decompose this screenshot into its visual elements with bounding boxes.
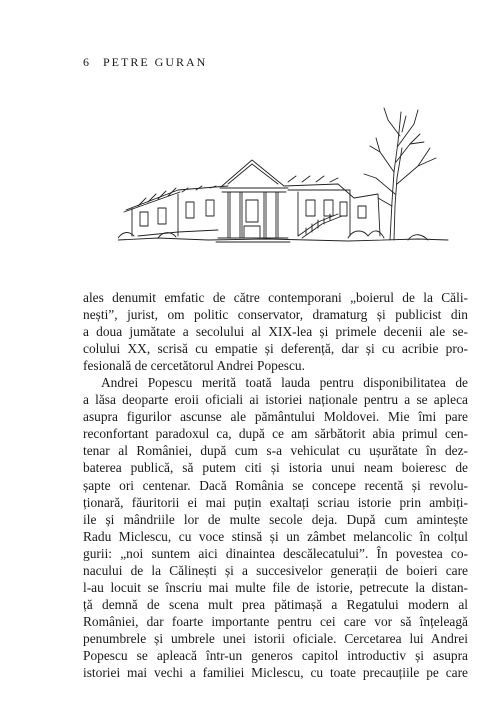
running-header [83,55,207,70]
manor-house-sketch-icon [118,102,458,282]
text-line: baterea publică, să putem citi și istoria unui neam boieresc de [83,460,468,476]
text-line: ță demnă de scena mult prea pătimașă a Regatului modern al [83,596,468,612]
text-line: tenar al României, după cum s-a vehiculat cu ușurătate în dez- [83,443,468,459]
page-number: 6 [83,55,91,69]
text-line: Radu Miclescu, cu voce stinsă și un zâmbet melancolic în colțul [83,528,468,544]
text-line: penumbrele și umbrele unei istorii oficiale. Cercetarea lui Andrei [83,630,468,646]
text-line: ționară, făuritorii ei mai puțin exaltați scriau istorie prin ambiți- [83,494,468,510]
body-text [83,289,468,681]
text-line: ales denumit emfatic de către contemporani „boierul de la Căli- [83,290,468,305]
tree-sketch [364,108,436,240]
running-header-author: PETRE GURAN [103,55,208,69]
text-line: asupra figurilor ascunse ale pământului Moldovei. Mie îmi pare [83,409,468,425]
text-line: gurii: „noi suntem aici dinaintea descălecatului”. În povestea co- [83,545,468,561]
text-line: colului XX, scrisă cu empatie și deferență, dar și cu acribie pro- [83,341,468,357]
text-line: a lăsa deoparte eroii oficiali ai istoriei naționale pentru a se apleca [83,392,468,408]
text-line: a doua jumătate a secolului al XIX-lea și primele decenii ale se- [83,324,468,340]
text-line: fesională de cercetătorul Andrei Popescu. [83,358,305,374]
text-line: nești”, jurist, om politic conservator, dramaturg și publicist din [83,307,468,323]
text-line: Popescu se apleacă într-un generos capitol introductiv și asupra [83,647,468,663]
text-line: României, dar foarte importante pentru cei care vor să înțeleagă [83,613,468,629]
text-line: istoriei mai vechi a familiei Miclescu, cu toate precauțiile pe care [83,665,468,681]
text-line: l-au locuit se înscriu mai multe file de istorie, petrecute la distan- [83,579,468,595]
text-line: ile și mândriile lor de multe secole deja. După cum amintește [83,511,468,527]
text-line: șapte ori centenar. Dacă România se concepe recentă și revolu- [83,477,468,493]
text-line: reconfortant paradoxul ca, după ce am sărbătorit abia primul cen- [83,426,468,442]
text-line: Andrei Popescu merită toată lauda pentru disponibilitatea de [101,375,468,391]
text-line: nacului de la Călinești și a succesivelor generații de boieri care [83,562,468,578]
